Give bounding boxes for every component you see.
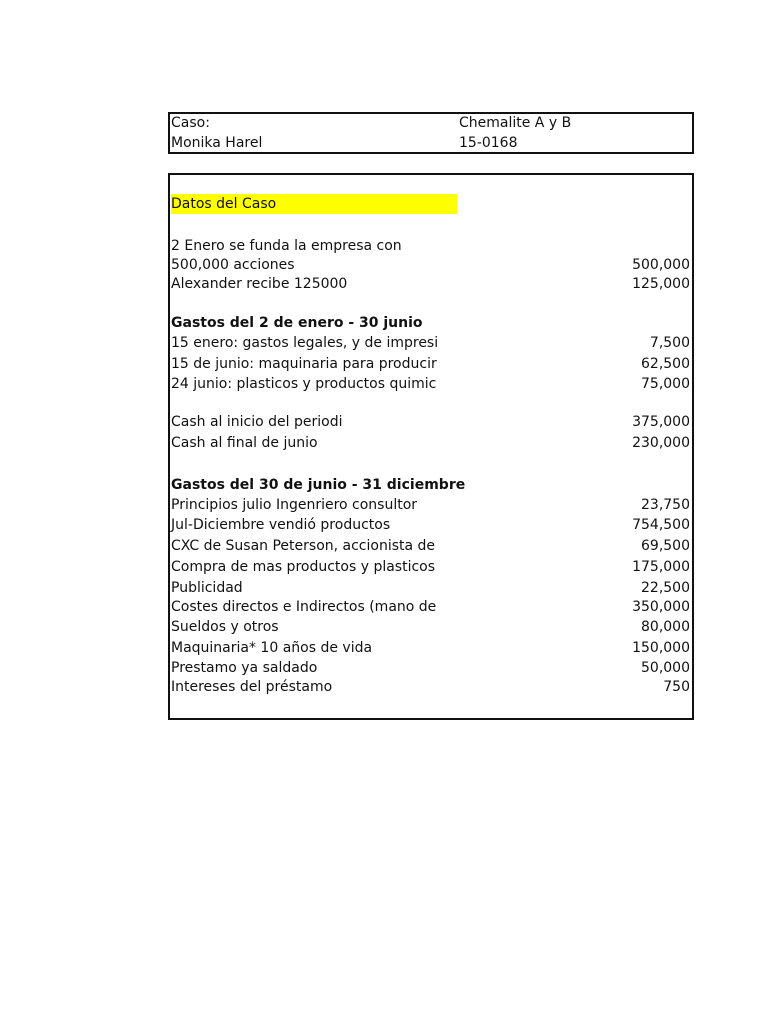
period2-item-value: 750 bbox=[663, 679, 690, 695]
table-row bbox=[171, 598, 691, 617]
table-row bbox=[171, 558, 691, 577]
shares-label: 500,000 acciones bbox=[171, 257, 295, 273]
period2-item-label: Maquinaria* 10 años de vida bbox=[171, 640, 373, 656]
table-row bbox=[171, 516, 691, 535]
period2-item-value: 150,000 bbox=[632, 640, 690, 656]
alexander-row bbox=[171, 275, 691, 294]
period2-item-label: CXC de Susan Peterson, accionista de bbox=[171, 538, 436, 554]
period1-item-value: 7,500 bbox=[649, 335, 690, 351]
cash-start-value: 375,000 bbox=[632, 414, 690, 430]
period1-title: Gastos del 2 de enero - 30 junio bbox=[171, 315, 423, 331]
section-title: Datos del Caso bbox=[171, 196, 277, 212]
period2-item-value: 350,000 bbox=[632, 599, 690, 615]
case-row bbox=[171, 114, 691, 133]
student-id: 15-0168 bbox=[459, 135, 518, 151]
period1-item-label: 24 junio: plasticos y productos quimic bbox=[171, 376, 437, 392]
table-row bbox=[171, 659, 691, 678]
table-row bbox=[171, 579, 691, 598]
period2-item-label: Jul-Diciembre vendió productos bbox=[171, 517, 391, 533]
cash-start-label: Cash al inicio del periodi bbox=[171, 414, 343, 430]
alexander-label: Alexander recibe 125000 bbox=[171, 276, 348, 292]
table-row bbox=[171, 618, 691, 637]
student-name: Monika Harel bbox=[171, 135, 263, 151]
founding-row bbox=[171, 237, 691, 256]
table-row bbox=[171, 334, 691, 353]
period2-item-value: 50,000 bbox=[641, 660, 690, 676]
shares-row bbox=[171, 256, 691, 275]
period2-item-value: 23,750 bbox=[641, 497, 690, 513]
table-row bbox=[171, 355, 691, 374]
case-header-box bbox=[168, 112, 694, 154]
table-row bbox=[171, 375, 691, 394]
period2-item-label: Costes directos e Indirectos (mano de bbox=[171, 599, 437, 615]
period1-item-value: 75,000 bbox=[641, 376, 690, 392]
section-title-row bbox=[171, 195, 691, 214]
period2-item-value: 22,500 bbox=[641, 580, 690, 596]
period2-item-label: Compra de mas productos y plasticos bbox=[171, 559, 436, 575]
cash-end-row bbox=[171, 434, 691, 453]
period2-title-row bbox=[171, 476, 691, 495]
period2-item-label: Prestamo ya saldado bbox=[171, 660, 318, 676]
cash-start-row bbox=[171, 413, 691, 432]
alexander-value: 125,000 bbox=[632, 276, 690, 292]
cash-end-label: Cash al final de junio bbox=[171, 435, 318, 451]
table-row bbox=[171, 496, 691, 515]
period2-item-label: Publicidad bbox=[171, 580, 243, 596]
period1-item-value: 62,500 bbox=[641, 356, 690, 372]
cash-end-value: 230,000 bbox=[632, 435, 690, 451]
period2-item-label: Intereses del préstamo bbox=[171, 679, 333, 695]
student-row bbox=[171, 134, 691, 153]
case-label: Caso: bbox=[171, 115, 210, 131]
period1-item-label: 15 de junio: maquinaria para producir bbox=[171, 356, 437, 372]
table-row bbox=[171, 639, 691, 658]
period2-item-value: 754,500 bbox=[632, 517, 690, 533]
period2-title: Gastos del 30 de junio - 31 diciembre bbox=[171, 477, 466, 493]
period2-item-label: Sueldos y otros bbox=[171, 619, 279, 635]
period2-item-value: 69,500 bbox=[641, 538, 690, 554]
period2-item-value: 175,000 bbox=[632, 559, 690, 575]
period2-item-label: Principios julio Ingenriero consultor bbox=[171, 497, 418, 513]
table-row bbox=[171, 537, 691, 556]
founding-label: 2 Enero se funda la empresa con bbox=[171, 238, 402, 254]
case-name: Chemalite A y B bbox=[459, 115, 572, 131]
period1-item-label: 15 enero: gastos legales, y de impresi bbox=[171, 335, 439, 351]
period2-item-value: 80,000 bbox=[641, 619, 690, 635]
shares-value: 500,000 bbox=[632, 257, 690, 273]
table-row bbox=[171, 678, 691, 697]
case-data-box bbox=[168, 173, 694, 720]
period1-title-row bbox=[171, 314, 691, 333]
